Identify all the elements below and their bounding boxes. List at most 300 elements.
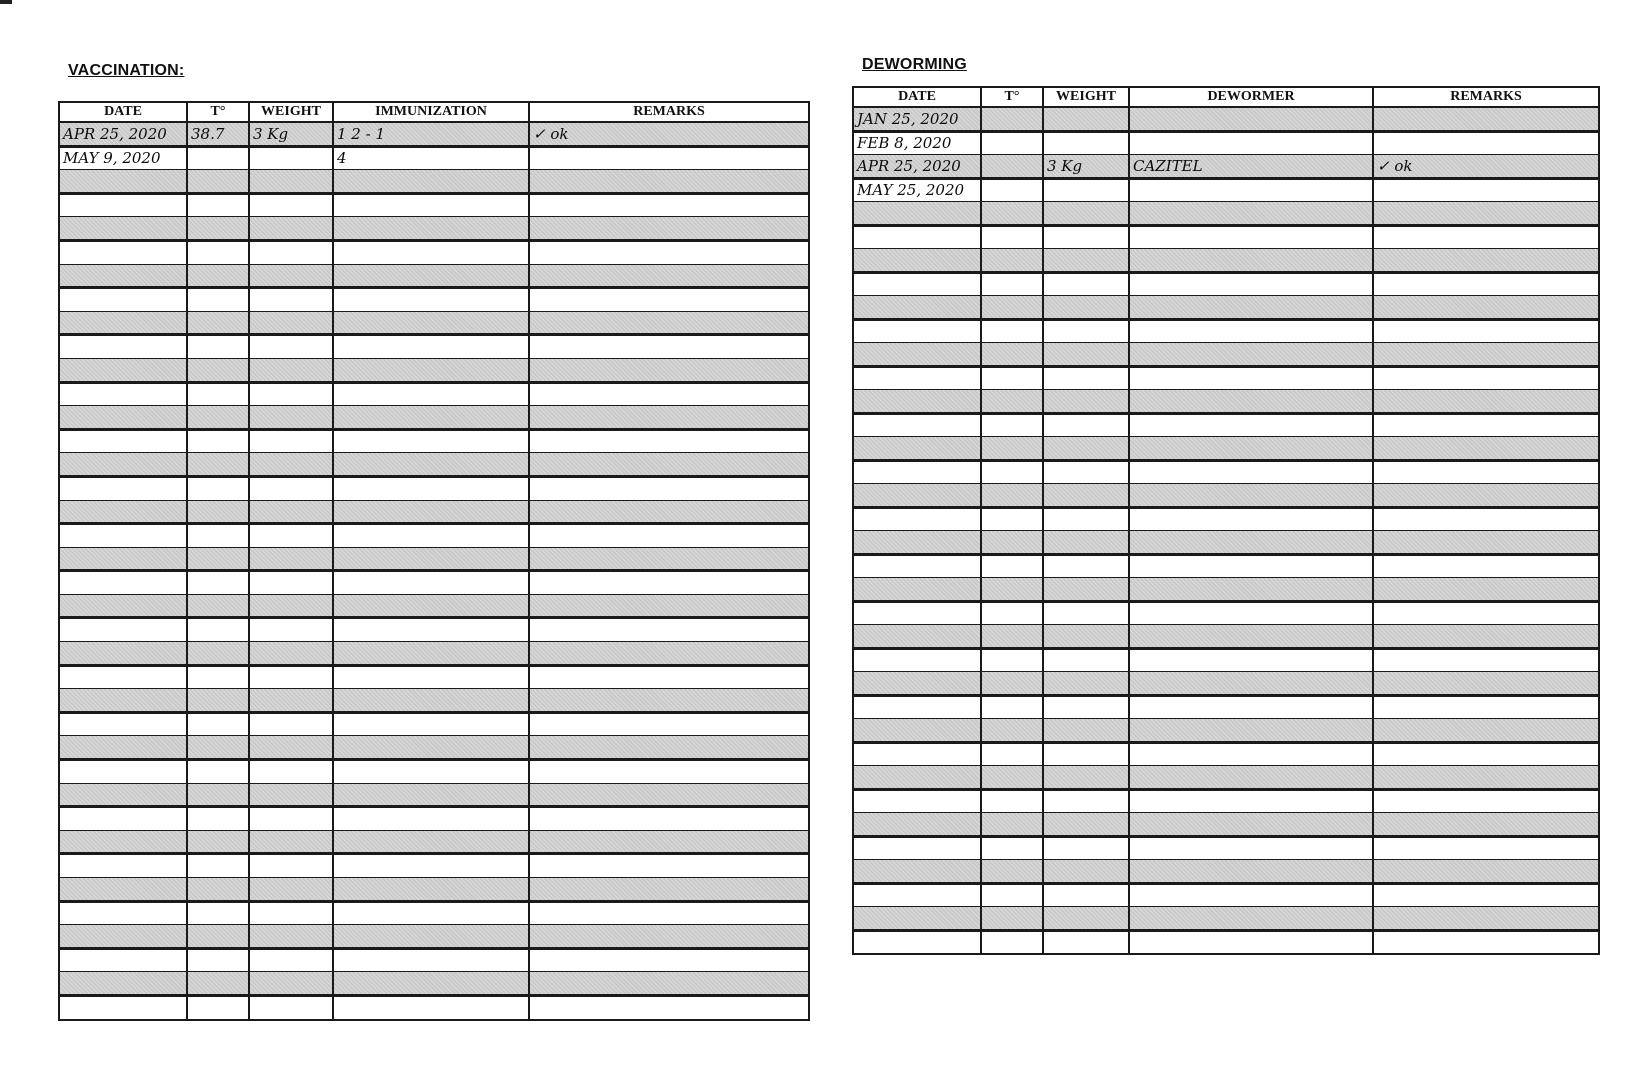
- vaccination-cell-weight: [249, 335, 333, 359]
- deworming-cell-temperature: [981, 319, 1043, 343]
- deworming-cell-temperature: [981, 366, 1043, 390]
- vaccination-row: [59, 594, 809, 618]
- deworming-row: [853, 343, 1599, 367]
- vaccination-cell-date: [59, 264, 187, 288]
- deworming-cell-weight: [1043, 272, 1129, 296]
- deworming-row: [853, 155, 1599, 179]
- vaccination-cell-remarks: [529, 406, 809, 430]
- vaccination-row: [59, 948, 809, 972]
- deworming-cell-remarks: [1373, 484, 1599, 508]
- vaccination-col-weight: WEIGHT: [249, 102, 333, 122]
- vaccination-cell-weight: [249, 972, 333, 996]
- deworming-cell-date: [853, 672, 981, 696]
- deworming-cell-remarks: ✓ ok: [1373, 155, 1599, 179]
- vaccination-cell-date: [59, 311, 187, 335]
- vaccination-cell-weight: [249, 170, 333, 194]
- vaccination-cell-date: [59, 571, 187, 595]
- vaccination-cell-weight: [249, 571, 333, 595]
- vaccination-cell-date: [59, 594, 187, 618]
- deworming-cell-remarks: [1373, 601, 1599, 625]
- deworming-cell-dewormer: [1129, 437, 1373, 461]
- vaccination-cell-remarks: [529, 358, 809, 382]
- deworming-cell-remarks: [1373, 742, 1599, 766]
- vaccination-cell-remarks: [529, 901, 809, 925]
- deworming-cell-weight: [1043, 578, 1129, 602]
- vaccination-cell-weight: [249, 524, 333, 548]
- deworming-cell-dewormer: [1129, 272, 1373, 296]
- deworming-row: [853, 437, 1599, 461]
- vaccination-cell-immunization: [333, 382, 529, 406]
- vaccination-cell-temperature: [187, 948, 249, 972]
- vaccination-row: [59, 406, 809, 430]
- vaccination-cell-remarks: [529, 594, 809, 618]
- vaccination-cell-temperature: [187, 594, 249, 618]
- deworming-cell-remarks: [1373, 813, 1599, 837]
- vaccination-cell-date: [59, 878, 187, 902]
- vaccination-cell-temperature: [187, 736, 249, 760]
- vaccination-cell-date: [59, 830, 187, 854]
- vaccination-cell-remarks: [529, 500, 809, 524]
- vaccination-cell-immunization: [333, 170, 529, 194]
- deworming-cell-temperature: [981, 107, 1043, 131]
- vaccination-cell-immunization: [333, 925, 529, 949]
- deworming-cell-temperature: [981, 437, 1043, 461]
- vaccination-cell-date: [59, 524, 187, 548]
- deworming-cell-remarks: [1373, 554, 1599, 578]
- vaccination-cell-weight: [249, 382, 333, 406]
- vaccination-cell-temperature: [187, 972, 249, 996]
- deworming-cell-dewormer: CAZITEL: [1129, 155, 1373, 179]
- deworming-cell-temperature: [981, 625, 1043, 649]
- vaccination-cell-remarks: [529, 712, 809, 736]
- deworming-cell-temperature: [981, 766, 1043, 790]
- deworming-cell-weight: [1043, 390, 1129, 414]
- deworming-cell-dewormer: [1129, 507, 1373, 531]
- vaccination-cell-date: [59, 429, 187, 453]
- deworming-cell-date: [853, 625, 981, 649]
- deworming-cell-date: [853, 742, 981, 766]
- vaccination-row: [59, 925, 809, 949]
- deworming-row: [853, 860, 1599, 884]
- vaccination-row: [59, 783, 809, 807]
- deworming-cell-weight: [1043, 695, 1129, 719]
- vaccination-cell-weight: [249, 760, 333, 784]
- deworming-cell-temperature: [981, 131, 1043, 155]
- vaccination-cell-remarks: [529, 642, 809, 666]
- vaccination-row: [59, 830, 809, 854]
- deworming-cell-date: [853, 860, 981, 884]
- deworming-cell-remarks: [1373, 272, 1599, 296]
- deworming-cell-remarks: [1373, 907, 1599, 931]
- deworming-header-row: [853, 87, 1599, 107]
- deworming-cell-date: [853, 390, 981, 414]
- vaccination-row: [59, 807, 809, 831]
- deworming-cell-weight: [1043, 107, 1129, 131]
- vaccination-cell-immunization: [333, 995, 529, 1019]
- deworming-cell-weight: [1043, 296, 1129, 320]
- deworming-cell-date: [853, 813, 981, 837]
- vaccination-cell-temperature: [187, 830, 249, 854]
- vaccination-cell-date: [59, 736, 187, 760]
- vaccination-col-immunization: IMMUNIZATION: [333, 102, 529, 122]
- deworming-cell-temperature: [981, 202, 1043, 226]
- deworming-cell-weight: [1043, 789, 1129, 813]
- deworming-cell-remarks: [1373, 766, 1599, 790]
- deworming-cell-remarks: [1373, 789, 1599, 813]
- vaccination-cell-temperature: [187, 288, 249, 312]
- vaccination-row: [59, 264, 809, 288]
- vaccination-cell-remarks: [529, 240, 809, 264]
- deworming-cell-weight: [1043, 930, 1129, 954]
- deworming-col-dewormer: DEWORMER: [1129, 87, 1373, 107]
- vaccination-cell-date: [59, 807, 187, 831]
- vaccination-cell-weight: [249, 830, 333, 854]
- vaccination-cell-immunization: [333, 547, 529, 571]
- vaccination-cell-weight: [249, 193, 333, 217]
- deworming-cell-remarks: [1373, 460, 1599, 484]
- deworming-cell-date: [853, 836, 981, 860]
- vaccination-cell-weight: [249, 146, 333, 170]
- vaccination-cell-immunization: [333, 217, 529, 241]
- deworming-cell-date: JAN 25, 2020: [853, 107, 981, 131]
- deworming-cell-remarks: [1373, 319, 1599, 343]
- deworming-cell-date: [853, 319, 981, 343]
- deworming-row: [853, 413, 1599, 437]
- vaccination-cell-temperature: [187, 382, 249, 406]
- vaccination-cell-temperature: [187, 665, 249, 689]
- scan-corner-mark: [0, 0, 12, 4]
- deworming-table: [852, 86, 1600, 955]
- vaccination-cell-temperature: [187, 618, 249, 642]
- vaccination-cell-date: [59, 925, 187, 949]
- vaccination-cell-date: [59, 240, 187, 264]
- deworming-cell-weight: [1043, 202, 1129, 226]
- vaccination-cell-temperature: [187, 264, 249, 288]
- vaccination-cell-remarks: [529, 618, 809, 642]
- vaccination-row: [59, 146, 809, 170]
- deworming-cell-dewormer: [1129, 343, 1373, 367]
- deworming-row: [853, 225, 1599, 249]
- vaccination-cell-weight: [249, 665, 333, 689]
- deworming-cell-dewormer: [1129, 601, 1373, 625]
- deworming-cell-date: APR 25, 2020: [853, 155, 981, 179]
- deworming-row: [853, 366, 1599, 390]
- deworming-cell-dewormer: [1129, 413, 1373, 437]
- vaccination-cell-temperature: [187, 524, 249, 548]
- vaccination-cell-immunization: 4: [333, 146, 529, 170]
- vaccination-row: [59, 712, 809, 736]
- deworming-cell-date: [853, 719, 981, 743]
- deworming-cell-temperature: [981, 272, 1043, 296]
- vaccination-cell-temperature: [187, 642, 249, 666]
- deworming-cell-weight: [1043, 742, 1129, 766]
- deworming-cell-temperature: [981, 836, 1043, 860]
- vaccination-cell-weight: [249, 736, 333, 760]
- deworming-cell-remarks: [1373, 578, 1599, 602]
- deworming-cell-temperature: [981, 460, 1043, 484]
- vaccination-cell-date: [59, 854, 187, 878]
- deworming-row: [853, 296, 1599, 320]
- deworming-row: [853, 625, 1599, 649]
- vaccination-cell-immunization: [333, 264, 529, 288]
- vaccination-cell-remarks: [529, 264, 809, 288]
- deworming-title: DEWORMING: [862, 56, 967, 73]
- vaccination-cell-date: [59, 382, 187, 406]
- deworming-cell-remarks: [1373, 531, 1599, 555]
- deworming-row: [853, 883, 1599, 907]
- deworming-cell-temperature: [981, 860, 1043, 884]
- vaccination-cell-immunization: [333, 311, 529, 335]
- vaccination-row: [59, 217, 809, 241]
- vaccination-cell-remarks: [529, 783, 809, 807]
- vaccination-cell-immunization: [333, 193, 529, 217]
- vaccination-cell-weight: [249, 358, 333, 382]
- deworming-cell-remarks: [1373, 883, 1599, 907]
- deworming-cell-date: [853, 460, 981, 484]
- vaccination-cell-immunization: [333, 288, 529, 312]
- deworming-cell-dewormer: [1129, 296, 1373, 320]
- vaccination-row: [59, 689, 809, 713]
- deworming-col-date: DATE: [853, 87, 981, 107]
- deworming-cell-remarks: [1373, 836, 1599, 860]
- vaccination-row: [59, 170, 809, 194]
- deworming-cell-weight: [1043, 766, 1129, 790]
- deworming-cell-weight: [1043, 178, 1129, 202]
- deworming-cell-dewormer: [1129, 366, 1373, 390]
- deworming-cell-dewormer: [1129, 249, 1373, 273]
- vaccination-cell-temperature: [187, 170, 249, 194]
- deworming-cell-temperature: [981, 178, 1043, 202]
- deworming-cell-date: [853, 648, 981, 672]
- deworming-cell-weight: [1043, 625, 1129, 649]
- deworming-cell-date: [853, 766, 981, 790]
- vaccination-cell-date: [59, 170, 187, 194]
- vaccination-cell-temperature: [187, 146, 249, 170]
- deworming-cell-weight: [1043, 366, 1129, 390]
- vaccination-row: [59, 571, 809, 595]
- vaccination-cell-date: [59, 547, 187, 571]
- vaccination-cell-immunization: [333, 783, 529, 807]
- vaccination-cell-immunization: [333, 476, 529, 500]
- vaccination-cell-remarks: ✓ ok: [529, 122, 809, 146]
- vaccination-cell-immunization: [333, 901, 529, 925]
- deworming-cell-date: [853, 507, 981, 531]
- deworming-row: [853, 319, 1599, 343]
- deworming-cell-date: [853, 907, 981, 931]
- vaccination-cell-temperature: [187, 878, 249, 902]
- vaccination-cell-weight: 3 Kg: [249, 122, 333, 146]
- deworming-cell-date: FEB 8, 2020: [853, 131, 981, 155]
- deworming-cell-dewormer: [1129, 766, 1373, 790]
- vaccination-cell-remarks: [529, 807, 809, 831]
- vaccination-cell-date: [59, 500, 187, 524]
- deworming-cell-date: [853, 531, 981, 555]
- deworming-cell-date: [853, 930, 981, 954]
- vaccination-cell-weight: [249, 925, 333, 949]
- vaccination-cell-weight: [249, 689, 333, 713]
- deworming-row: [853, 813, 1599, 837]
- deworming-cell-weight: 3 Kg: [1043, 155, 1129, 179]
- deworming-cell-date: [853, 272, 981, 296]
- vaccination-cell-remarks: [529, 854, 809, 878]
- vaccination-cell-weight: [249, 547, 333, 571]
- vaccination-cell-weight: [249, 995, 333, 1019]
- deworming-cell-remarks: [1373, 648, 1599, 672]
- deworming-cell-temperature: [981, 719, 1043, 743]
- vaccination-cell-temperature: [187, 358, 249, 382]
- vaccination-cell-remarks: [529, 760, 809, 784]
- deworming-row: [853, 554, 1599, 578]
- vaccination-cell-immunization: [333, 524, 529, 548]
- vaccination-cell-remarks: [529, 335, 809, 359]
- vaccination-row: [59, 972, 809, 996]
- vaccination-row: [59, 240, 809, 264]
- deworming-cell-temperature: [981, 695, 1043, 719]
- vaccination-cell-temperature: [187, 995, 249, 1019]
- deworming-cell-remarks: [1373, 672, 1599, 696]
- deworming-cell-temperature: [981, 296, 1043, 320]
- deworming-cell-temperature: [981, 554, 1043, 578]
- vaccination-cell-remarks: [529, 288, 809, 312]
- vaccination-cell-immunization: [333, 429, 529, 453]
- vaccination-cell-date: [59, 712, 187, 736]
- deworming-cell-weight: [1043, 907, 1129, 931]
- deworming-col-weight: WEIGHT: [1043, 87, 1129, 107]
- deworming-cell-date: [853, 437, 981, 461]
- deworming-cell-weight: [1043, 507, 1129, 531]
- deworming-cell-temperature: [981, 343, 1043, 367]
- vaccination-cell-temperature: [187, 217, 249, 241]
- vaccination-cell-immunization: [333, 948, 529, 972]
- deworming-cell-temperature: [981, 155, 1043, 179]
- deworming-cell-dewormer: [1129, 178, 1373, 202]
- deworming-cell-weight: [1043, 719, 1129, 743]
- deworming-cell-remarks: [1373, 860, 1599, 884]
- vaccination-cell-remarks: [529, 429, 809, 453]
- deworming-row: [853, 507, 1599, 531]
- vaccination-cell-temperature: [187, 311, 249, 335]
- vaccination-cell-immunization: [333, 878, 529, 902]
- deworming-row: [853, 695, 1599, 719]
- deworming-cell-temperature: [981, 249, 1043, 273]
- vaccination-cell-date: [59, 689, 187, 713]
- vaccination-cell-date: [59, 288, 187, 312]
- deworming-cell-date: [853, 554, 981, 578]
- vaccination-cell-weight: [249, 783, 333, 807]
- deworming-cell-temperature: [981, 531, 1043, 555]
- vaccination-cell-immunization: [333, 642, 529, 666]
- deworming-cell-weight: [1043, 249, 1129, 273]
- deworming-cell-dewormer: [1129, 836, 1373, 860]
- vaccination-cell-temperature: [187, 760, 249, 784]
- deworming-row: [853, 272, 1599, 296]
- vaccination-row: [59, 760, 809, 784]
- vaccination-cell-weight: [249, 264, 333, 288]
- deworming-row: [853, 766, 1599, 790]
- deworming-cell-dewormer: [1129, 460, 1373, 484]
- vaccination-cell-temperature: [187, 712, 249, 736]
- vaccination-cell-date: [59, 476, 187, 500]
- vaccination-cell-remarks: [529, 476, 809, 500]
- vaccination-cell-remarks: [529, 689, 809, 713]
- vaccination-cell-weight: [249, 500, 333, 524]
- deworming-cell-temperature: [981, 578, 1043, 602]
- deworming-cell-weight: [1043, 131, 1129, 155]
- vaccination-cell-temperature: [187, 453, 249, 477]
- deworming-row: [853, 601, 1599, 625]
- deworming-cell-remarks: [1373, 296, 1599, 320]
- vaccination-row: [59, 193, 809, 217]
- vaccination-cell-temperature: [187, 901, 249, 925]
- deworming-cell-weight: [1043, 836, 1129, 860]
- vaccination-cell-remarks: [529, 995, 809, 1019]
- deworming-cell-dewormer: [1129, 648, 1373, 672]
- vaccination-row: [59, 878, 809, 902]
- vaccination-cell-date: [59, 760, 187, 784]
- deworming-cell-dewormer: [1129, 672, 1373, 696]
- deworming-row: [853, 531, 1599, 555]
- deworming-cell-dewormer: [1129, 789, 1373, 813]
- deworming-cell-temperature: [981, 601, 1043, 625]
- vaccination-cell-immunization: [333, 500, 529, 524]
- deworming-cell-dewormer: [1129, 695, 1373, 719]
- vaccination-cell-temperature: [187, 476, 249, 500]
- deworming-row: [853, 460, 1599, 484]
- vaccination-row: [59, 382, 809, 406]
- deworming-cell-dewormer: [1129, 531, 1373, 555]
- deworming-cell-date: [853, 225, 981, 249]
- vaccination-cell-date: [59, 948, 187, 972]
- vaccination-title: VACCINATION:: [68, 62, 185, 79]
- deworming-cell-temperature: [981, 507, 1043, 531]
- vaccination-cell-immunization: [333, 854, 529, 878]
- deworming-cell-weight: [1043, 460, 1129, 484]
- deworming-cell-temperature: [981, 742, 1043, 766]
- vaccination-cell-date: [59, 358, 187, 382]
- deworming-cell-weight: [1043, 413, 1129, 437]
- vaccination-cell-immunization: [333, 453, 529, 477]
- deworming-row: [853, 789, 1599, 813]
- vaccination-cell-immunization: [333, 736, 529, 760]
- deworming-cell-temperature: [981, 413, 1043, 437]
- deworming-cell-weight: [1043, 531, 1129, 555]
- vaccination-header-row: [59, 102, 809, 122]
- vaccination-cell-weight: [249, 594, 333, 618]
- vaccination-cell-date: [59, 618, 187, 642]
- deworming-cell-dewormer: [1129, 131, 1373, 155]
- deworming-cell-dewormer: [1129, 484, 1373, 508]
- vaccination-cell-immunization: [333, 665, 529, 689]
- vaccination-cell-temperature: [187, 240, 249, 264]
- vaccination-cell-weight: [249, 712, 333, 736]
- vaccination-row: [59, 524, 809, 548]
- vaccination-cell-weight: [249, 948, 333, 972]
- vaccination-cell-date: [59, 453, 187, 477]
- vaccination-cell-weight: [249, 807, 333, 831]
- deworming-cell-date: [853, 578, 981, 602]
- vaccination-cell-date: [59, 406, 187, 430]
- vaccination-cell-temperature: [187, 807, 249, 831]
- vaccination-cell-weight: [249, 406, 333, 430]
- vaccination-cell-temperature: [187, 406, 249, 430]
- vaccination-row: [59, 476, 809, 500]
- vaccination-cell-temperature: [187, 193, 249, 217]
- vaccination-col-remarks: REMARKS: [529, 102, 809, 122]
- deworming-cell-temperature: [981, 813, 1043, 837]
- deworming-cell-dewormer: [1129, 319, 1373, 343]
- vaccination-cell-remarks: [529, 547, 809, 571]
- vaccination-cell-date: [59, 665, 187, 689]
